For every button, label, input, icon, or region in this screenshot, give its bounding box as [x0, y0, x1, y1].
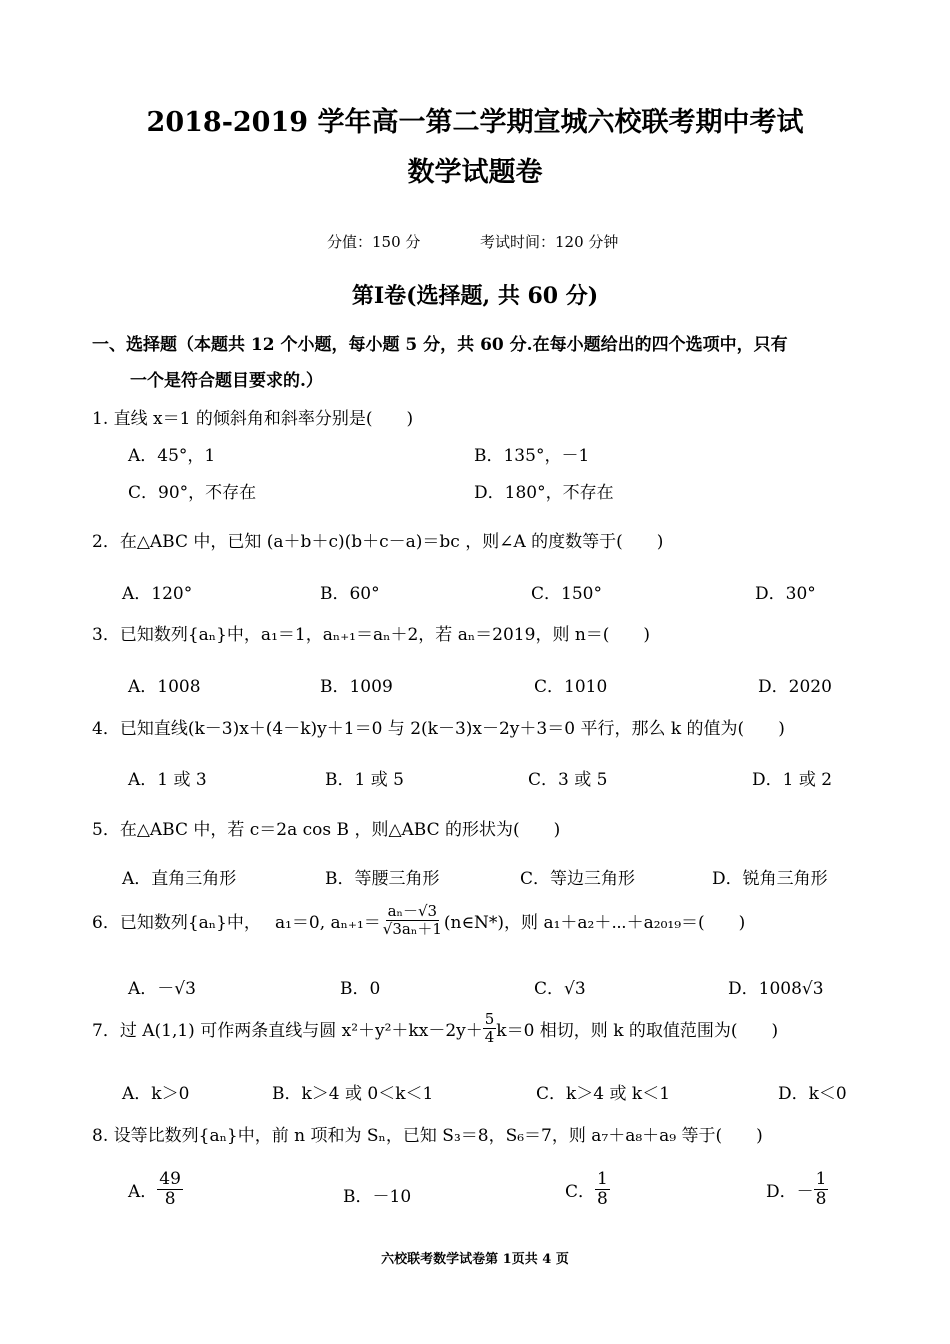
question-6-fraction-denominator: √3aₙ＋1	[382, 919, 442, 938]
question-2-option-a: A．120°	[122, 584, 193, 604]
question-7-option-d: D．k＜0	[778, 1084, 847, 1104]
exam-subtitle: 数学试题卷	[407, 157, 543, 188]
question-4-option-d: D．1 或 2	[752, 770, 833, 790]
question-6-stem	[92, 903, 745, 937]
exam-title: 2018-2019 学年高一第二学期宣城六校联考期中考试	[146, 107, 804, 138]
question-6-option-d: D．1008√3	[728, 979, 824, 999]
question-1-option-b: B．135°，－1	[474, 446, 590, 466]
question-6-option-a: A．－√3	[128, 979, 196, 999]
question-4-option-a: A．1 或 3	[128, 770, 207, 790]
question-6-option-b: B．0	[340, 979, 381, 999]
question-1-option-d: D．180°，不存在	[474, 483, 614, 503]
question-3-option-b: B．1009	[320, 677, 393, 697]
question-7-fraction	[483, 1011, 497, 1045]
question-8-option-b-value: －10	[372, 1187, 412, 1207]
question-8-option-d	[766, 1170, 828, 1208]
section-title: 第Ⅰ卷(选择题, 共 60 分)	[351, 283, 599, 309]
question-8-option-c-denominator: 8	[597, 1188, 608, 1209]
question-5-option-b: B．等腰三角形	[325, 869, 440, 889]
question-1-option-c: C．90°，不存在	[128, 483, 257, 503]
question-7-fraction-denominator: 4	[484, 1027, 495, 1046]
question-7-stem-prefix: 7．过 A(1,1) 可作两条直线与圆 x²＋y²＋kx－2y＋	[92, 1020, 483, 1041]
question-6-fraction	[381, 903, 444, 937]
question-6-fraction-numerator: aₙ－√3	[387, 902, 438, 920]
question-3-option-a: A．1008	[128, 677, 201, 697]
question-8-option-a	[128, 1170, 183, 1208]
question-4-stem: 4．已知直线(k－3)x＋(4－k)y＋1＝0 与 2(k－3)x－2y＋3＝0 平行，那么 k 的值为( )	[92, 719, 785, 739]
time-info: 考试时间：120 分钟	[480, 233, 619, 251]
score-info: 分值：150 分	[327, 233, 421, 251]
question-8-option-b-label: B．	[343, 1187, 373, 1207]
question-2-stem: 2．在△ABC 中，已知 (a＋b＋c)(b＋c－a)＝bc ，则∠A 的度数等于( )	[92, 532, 664, 552]
question-7-option-c: C．k＞4 或 k＜1	[536, 1084, 671, 1104]
question-8-option-a-denominator: 8	[164, 1188, 176, 1209]
question-1-option-a: A．45°，1	[128, 446, 216, 466]
question-8-option-a-fraction	[157, 1170, 183, 1208]
question-5-option-c: C．等边三角形	[520, 869, 636, 889]
question-7-option-a: A．k＞0	[122, 1084, 190, 1104]
question-4-option-b: B．1 或 5	[325, 770, 404, 790]
question-8-option-d-label: D．－	[766, 1181, 814, 1202]
question-7-fraction-numerator: 5	[484, 1010, 495, 1028]
question-7-stem-suffix: k＝0 相切，则 k 的取值范围为( )	[496, 1020, 779, 1041]
question-2-option-c: C．150°	[531, 584, 602, 604]
question-8-option-c-fraction	[595, 1170, 610, 1208]
question-8-stem: 8. 设等比数列{aₙ}中，前 n 项和为 Sₙ，已知 S₃＝8，S₆＝7，则 a₇＋a₈＋a₉ 等于( )	[92, 1126, 763, 1146]
question-8-option-c-label: C．	[565, 1181, 596, 1202]
question-6-stem-mid: a₁＝0, aₙ₊₁＝	[274, 912, 381, 933]
question-2-option-b: B．60°	[320, 584, 380, 604]
question-1-stem: 1. 直线 x＝1 的倾斜角和斜率分别是( )	[92, 409, 414, 429]
question-5-stem: 5．在△ABC 中，若 c＝2a cos B ，则△ABC 的形状为( )	[92, 820, 561, 840]
question-2-option-d: D．30°	[755, 584, 816, 604]
question-6-stem-prefix: 6．已知数列{aₙ}中，	[92, 912, 261, 933]
question-3-option-c: C．1010	[534, 677, 608, 697]
question-8-option-c-numerator: 1	[597, 1169, 608, 1189]
question-3-stem: 3．已知数列{aₙ}中，a₁＝1，aₙ₊₁＝aₙ＋2，若 aₙ＝2019，则 n＝( )	[92, 625, 651, 645]
question-8-option-d-numerator: 1	[815, 1169, 827, 1189]
question-7-stem	[92, 1011, 778, 1045]
question-8-option-b	[343, 1182, 411, 1207]
page-footer: 六校联考数学试卷第 1页共 4 页	[381, 1252, 569, 1267]
instructions-line1: 一、选择题（本题共 12 个小题，每小题 5 分，共 60 分.在每小题给出的四个选项中，只有	[92, 335, 788, 355]
question-8-option-a-label: A．	[128, 1181, 158, 1202]
question-8-option-c	[565, 1170, 610, 1208]
question-8-option-d-denominator: 8	[815, 1188, 827, 1209]
question-3-option-d: D．2020	[758, 677, 832, 697]
question-4-option-c: C．3 或 5	[528, 770, 608, 790]
question-8-option-d-fraction	[814, 1170, 829, 1208]
question-5-option-d: D．锐角三角形	[712, 869, 828, 889]
question-6-stem-suffix: (n∈N*)，则 a₁＋a₂＋⋯＋a₂₀₁₉＝( )	[443, 912, 746, 933]
question-6-option-c: C．√3	[534, 979, 586, 999]
question-5-option-a: A．直角三角形	[122, 869, 237, 889]
question-8-option-a-numerator: 49	[159, 1169, 181, 1189]
instructions-line2: 一个是符合题目要求的.）	[130, 371, 323, 391]
question-7-option-b: B．k＞4 或 0＜k＜1	[272, 1084, 434, 1104]
